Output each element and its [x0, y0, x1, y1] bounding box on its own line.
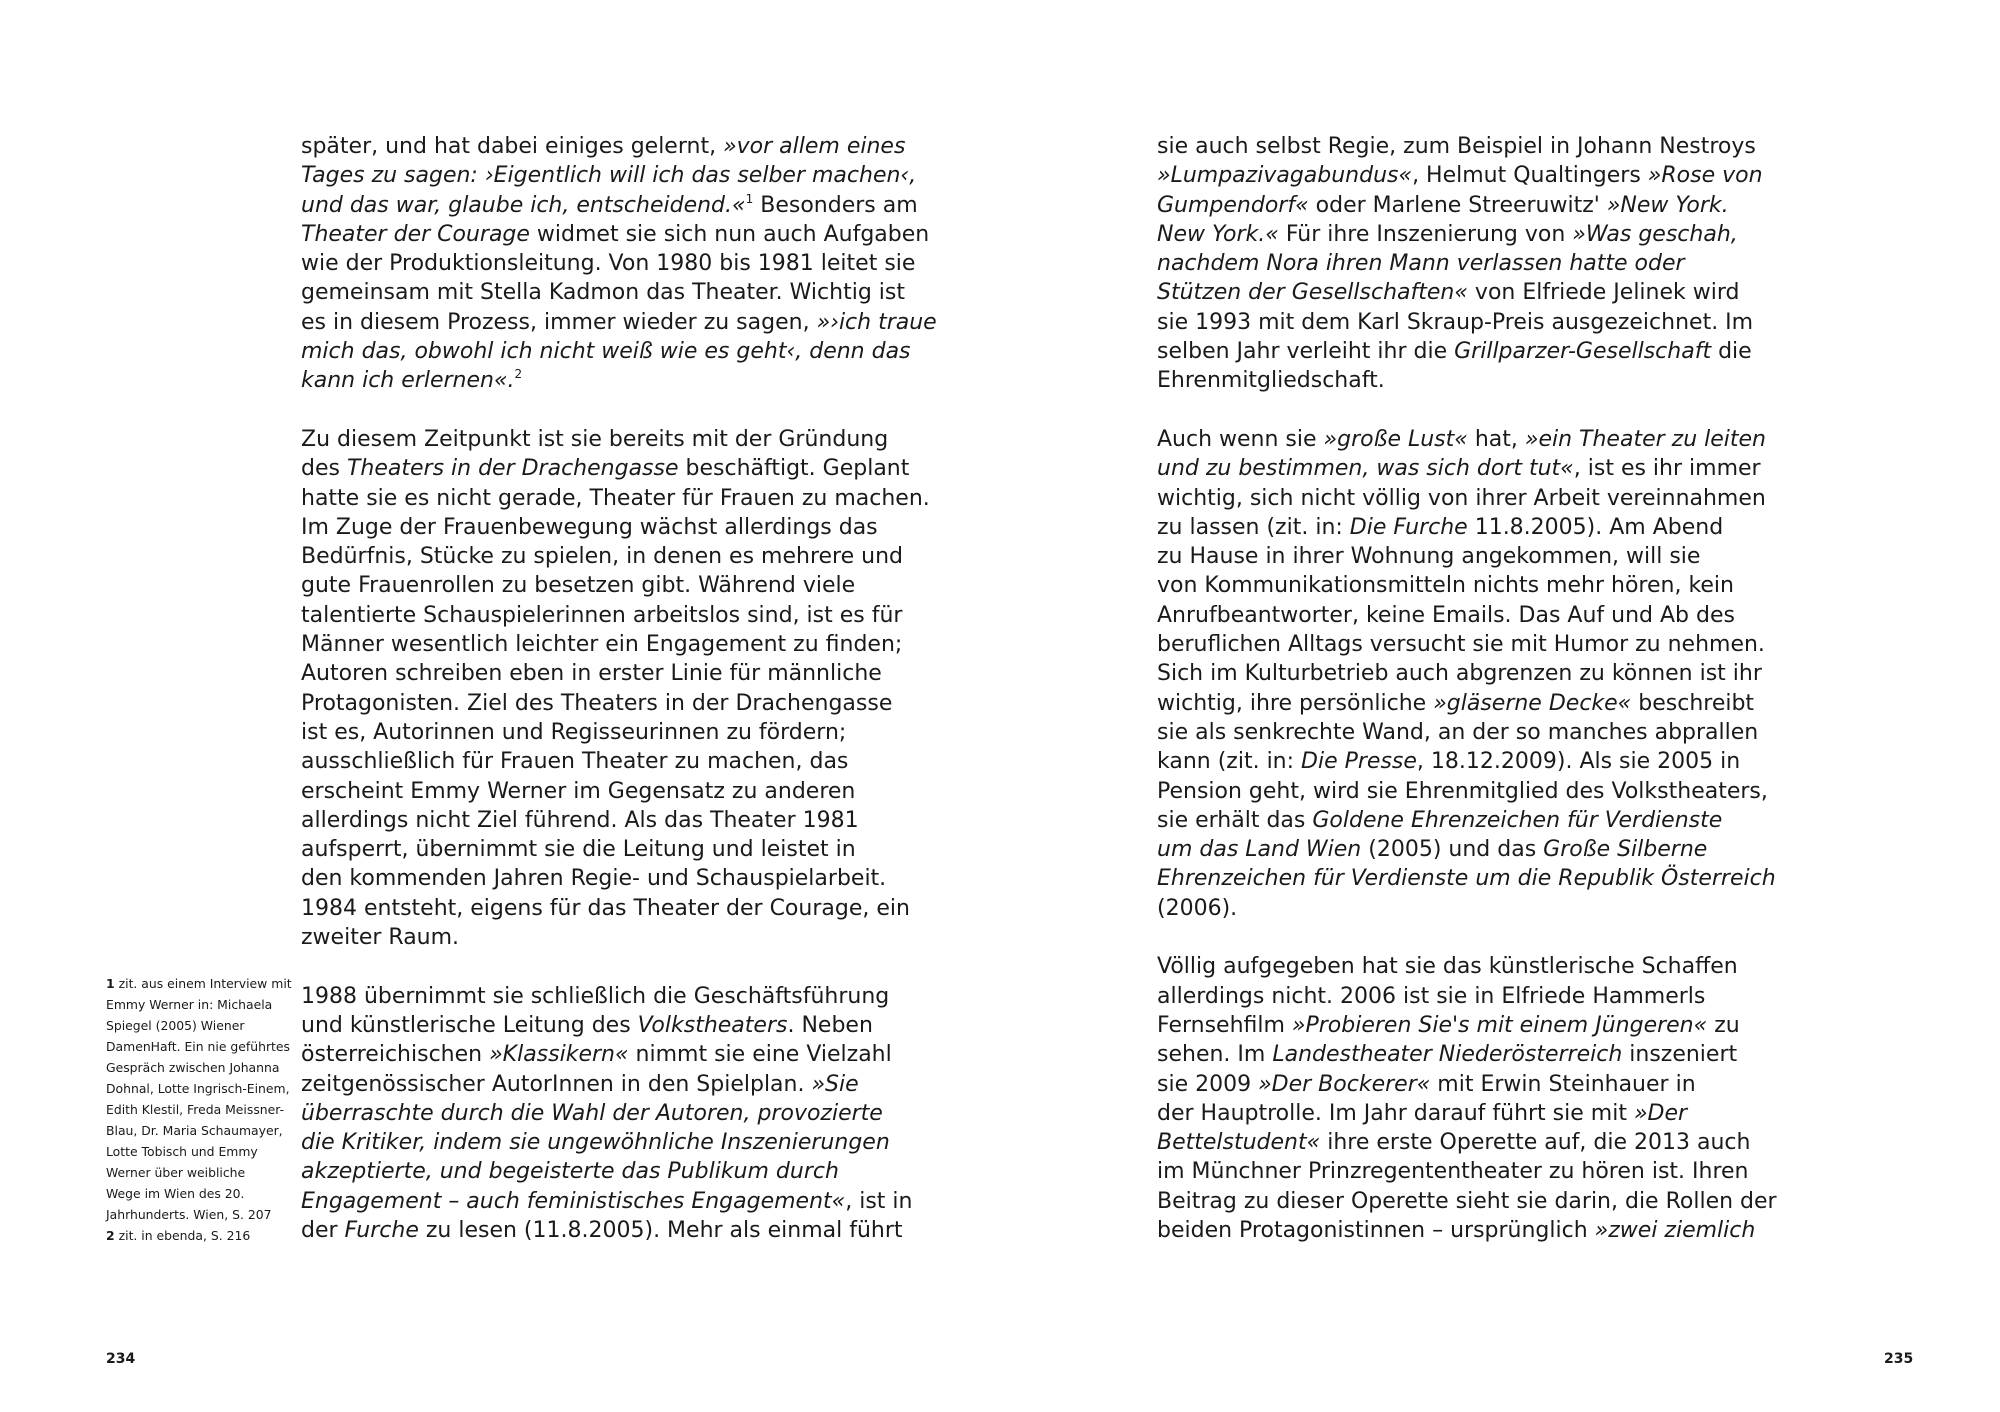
text-segment: zu [1707, 1012, 1740, 1038]
text-segment: Bedürfnis, Stücke zu spielen, in denen es mehrere und [301, 544, 903, 570]
text-line [301, 366, 881, 395]
text-line [1157, 571, 1737, 600]
footnote-line [106, 1099, 291, 1120]
text-segment: hatte sie es nicht gerade, Theater für Frauen zu machen. [301, 485, 930, 511]
italic-text: »Rose von [1647, 163, 1763, 189]
text-segment: die [1711, 339, 1752, 365]
italic-text: Die Presse [1301, 749, 1417, 775]
text-line [1157, 806, 1737, 835]
text-segment: 11.8.2005). Am Abend [1467, 514, 1724, 540]
text-segment: Sich im Kulturbetrieb auch abgrenzen zu können ist ihr [1157, 661, 1762, 687]
italic-text: Goldene Ehrenzeichen für Verdienste [1312, 807, 1723, 833]
text-line [301, 278, 905, 307]
text-segment: Männer wesentlich leichter ein Engagement zu finden; [301, 632, 903, 658]
italic-text: um das Land Wien [1157, 837, 1362, 863]
text-segment: erscheint Emmy Werner im Gegensatz zu anderen [301, 778, 856, 804]
page-number-left: 234 [106, 1351, 136, 1367]
footnote-line [106, 1057, 291, 1078]
text-line [301, 161, 917, 190]
text-segment: wie der Produktionsleitung. Von 1980 bis 1981 leitet sie [301, 251, 916, 277]
text-segment: Dohnal, Lotte Ingrisch-Einem, [106, 1081, 290, 1096]
text-line [1157, 1040, 1737, 1069]
text-segment: selben Jahr verleiht ihr die [1157, 339, 1455, 365]
text-segment: Emmy Werner in: Michaela [106, 997, 273, 1012]
text-segment: Spiegel (2005) Wiener [106, 1018, 245, 1033]
italic-text: Theaters in der Drachengasse [346, 456, 679, 482]
text-line [301, 1128, 890, 1157]
text-line [301, 513, 881, 542]
text-segment: österreichischen [301, 1042, 490, 1068]
italic-text: Theater der Courage [301, 221, 530, 247]
text-segment: wichtig, ihre persönliche [1157, 690, 1434, 716]
text-line [301, 425, 889, 454]
text-segment: DamenHaft. Ein nie geführtes [106, 1039, 290, 1054]
text-segment: Gespräch zwischen Johanna [106, 1060, 280, 1075]
text-segment: von Elfriede Jelinek wird [1467, 280, 1740, 306]
text-segment: zit. in ebenda, S. 216 [118, 1228, 251, 1243]
footnote-line [106, 1141, 291, 1162]
text-line [1157, 1099, 1737, 1128]
footnote-line [106, 1225, 291, 1246]
text-segment: kann (zit. in: [1157, 749, 1302, 775]
text-segment: Zu diesem Zeitpunkt ist sie bereits mit der Gründung [301, 426, 889, 452]
text-line [1157, 982, 1737, 1011]
text-line [1157, 1011, 1740, 1040]
italic-text: Tages zu sagen: ›Eigentlich will ich das selber machen‹, [301, 163, 917, 189]
text-segment: Auch wenn sie [1157, 426, 1324, 452]
text-segment: gute Frauenrollen zu besetzen gibt. Während viele [301, 573, 856, 599]
italic-text: überraschte durch die Wahl der Autoren, provozierte [301, 1100, 883, 1126]
text-line [301, 982, 890, 1011]
text-segment: Pension geht, wird sie Ehrenmitglied des Volkstheaters, [1157, 778, 1768, 804]
text-line [301, 220, 930, 249]
text-line [301, 1011, 881, 1040]
text-segment: Ehrenmitgliedschaft. [1157, 368, 1385, 394]
text-segment: , Helmut Qualtingers [1412, 163, 1648, 189]
italic-text: Grillparzer-Gesellschaft [1454, 339, 1712, 365]
text-line [1157, 777, 1768, 806]
footnote-line [106, 1015, 291, 1036]
text-line [301, 571, 881, 600]
text-segment: widmet sie sich nun auch Aufgaben [529, 221, 930, 247]
italic-text: Furche [344, 1217, 419, 1243]
text-line [1157, 689, 1755, 718]
italic-text: New York.« [1157, 221, 1279, 247]
text-segment: sie auch selbst Regie, zum Beispiel in Johann Nestroys [1157, 134, 1756, 159]
italic-text: und zu bestimmen, was sich dort tut« [1157, 456, 1574, 482]
text-line [1157, 1216, 1756, 1245]
text-segment: ihre erste Operette auf, die 2013 auch [1320, 1130, 1751, 1156]
paragraph [301, 132, 937, 396]
italic-text: Ehrenzeichen für Verdienste um die Republik Österreich [1157, 866, 1776, 892]
text-segment: von Kommunikationsmitteln nichts mehr hören, kein [1157, 573, 1734, 599]
italic-text: Bettelstudent« [1157, 1130, 1321, 1156]
text-segment: nimmt sie eine Vielzahl [628, 1042, 892, 1068]
text-segment: sie 1993 mit dem Karl Skraup-Preis ausgezeichnet. Im [1157, 309, 1754, 335]
paragraph [301, 425, 930, 952]
text-segment: allerdings nicht. 2006 ist sie in Elfriede Hammerls [1157, 983, 1706, 1009]
italic-text: Landestheater Niederösterreich [1272, 1042, 1623, 1068]
text-line [1157, 132, 1756, 161]
text-line [1157, 513, 1737, 542]
italic-text: »ein Theater zu leiten [1524, 426, 1766, 452]
text-line [301, 923, 881, 952]
italic-text: »Probieren Sie's mit einem Jüngeren« [1291, 1012, 1708, 1038]
italic-text: »Der [1633, 1100, 1688, 1126]
text-line [301, 1099, 881, 1128]
text-line [1157, 161, 1763, 190]
footnote-reference: 1 [745, 191, 754, 206]
footnote-line [106, 973, 291, 994]
text-segment: sie als senkrechte Wand, an der so manches abprallen [1157, 719, 1759, 745]
text-line [301, 718, 881, 747]
text-line [301, 337, 911, 366]
text-line [301, 484, 930, 513]
text-segment: oder Marlene Streeruwitz' [1308, 192, 1607, 218]
text-line [301, 659, 881, 688]
text-line [301, 249, 916, 278]
text-segment: , 18.12.2009). Als sie 2005 in [1416, 749, 1741, 775]
text-line [1157, 454, 1761, 483]
text-segment: sie 2009 [1157, 1071, 1259, 1097]
text-line [1157, 1157, 1749, 1186]
text-segment: im Münchner Prinzregententheater zu hören ist. Ihren [1157, 1159, 1749, 1185]
text-line [1157, 308, 1754, 337]
italic-text: »zwei ziemlich [1594, 1217, 1756, 1243]
text-segment: zweiter Raum. [301, 925, 460, 951]
footnote-number: 2 [106, 1228, 115, 1243]
text-line [301, 1040, 892, 1069]
text-line [301, 1216, 903, 1245]
text-line [301, 747, 881, 776]
italic-text: akzeptierte, und begeisterte das Publikum durch [301, 1159, 839, 1185]
text-line [301, 1070, 881, 1099]
text-segment: , ist in [845, 1188, 913, 1214]
text-line [1157, 601, 1737, 630]
text-segment: zu lesen (11.8.2005). Mehr als einmal führt [418, 1217, 903, 1243]
text-line [301, 132, 906, 161]
text-segment: wichtig, sich nicht völlig von ihrer Arbeit vereinnahmen [1157, 485, 1766, 511]
text-line [301, 454, 910, 483]
text-line [1157, 718, 1759, 747]
text-segment: Besonders am [753, 192, 918, 218]
text-segment: sehen. Im [1157, 1042, 1273, 1068]
left-page-body-text [301, 132, 937, 1275]
text-segment: talentierte Schauspielerinnen arbeitslos sind, ist es für [301, 602, 903, 628]
text-line [301, 689, 893, 718]
text-line [301, 601, 903, 630]
text-segment: Im Zuge der Frauenbewegung wächst allerdings das [301, 514, 878, 540]
text-segment: des [301, 456, 347, 482]
paragraph [1157, 425, 1776, 923]
text-segment: der [301, 1217, 345, 1243]
text-segment: Protagonisten. Ziel des Theaters in der Drachengasse [301, 690, 893, 716]
text-segment: später, und hat dabei einiges gelernt, [301, 134, 724, 159]
text-segment: inszeniert [1622, 1042, 1738, 1068]
text-segment: es in diesem Prozess, immer wieder zu sagen, [301, 309, 817, 335]
text-line [301, 894, 910, 923]
text-segment: Jahrhunderts. Wien, S. 207 [106, 1207, 272, 1222]
italic-text: die Kritiker, indem sie ungewöhnliche Inszenierungen [301, 1130, 890, 1156]
italic-text: »Lumpazivagabundus« [1157, 163, 1413, 189]
text-line [1157, 864, 1776, 893]
page-number-right: 235 [1884, 1351, 1914, 1367]
italic-text: Volkstheaters [637, 1012, 788, 1038]
text-segment: beschreibt [1631, 690, 1755, 716]
text-segment: zu Hause in ihrer Wohnung angekommen, will sie [1157, 544, 1701, 570]
text-segment: ist es, Autorinnen und Regisseurinnen zu fördern; [301, 719, 847, 745]
text-segment: (2005) und das [1361, 837, 1544, 863]
italic-text: Gumpendorf« [1157, 192, 1309, 218]
italic-text: »New York. [1606, 192, 1729, 218]
text-line [1157, 249, 1737, 278]
text-line [1157, 278, 1740, 307]
footnote-line [106, 1204, 291, 1225]
text-segment: allerdings nicht Ziel führend. Als das Theater 1981 [301, 807, 859, 833]
text-segment: Für ihre Inszenierung von [1278, 221, 1573, 247]
text-segment: Völlig aufgegeben hat sie das künstlerische Schaffen [1157, 954, 1738, 980]
italic-text: mich das, obwohl ich nicht weiß wie es geht‹, denn das [301, 339, 911, 365]
left-page-footnotes [106, 973, 291, 1246]
text-segment: Fernsehfilm [1157, 1012, 1292, 1038]
text-line [1157, 191, 1737, 220]
text-segment: der Hauptrolle. Im Jahr darauf führt sie mit [1157, 1100, 1634, 1126]
text-segment: Werner über weibliche [106, 1165, 246, 1180]
footnote-reference: 2 [514, 367, 523, 382]
italic-text: »Sie [811, 1071, 859, 1097]
italic-text: kann ich erlernen«. [301, 368, 515, 394]
text-segment: beiden Protagonistinnen – ursprünglich [1157, 1217, 1595, 1243]
text-segment: ausschließlich für Frauen Theater zu machen, das [301, 749, 849, 775]
paragraph [301, 982, 913, 1246]
text-segment: aufsperrt, übernimmt sie die Leitung und leistet in [301, 837, 856, 863]
text-line [1157, 366, 1737, 395]
text-line [301, 1187, 913, 1216]
text-segment: Lotte Tobisch und Emmy [106, 1144, 258, 1159]
italic-text: »Klassikern« [489, 1042, 629, 1068]
text-line [1157, 337, 1752, 366]
text-segment: mit Erwin Steinhauer in [1430, 1071, 1696, 1097]
text-segment: den kommenden Jahren Regie- und Schauspielarbeit. [301, 866, 887, 892]
text-segment: Blau, Dr. Maria Schaumayer, [106, 1123, 283, 1138]
text-line [1157, 630, 1765, 659]
text-line [301, 308, 937, 337]
text-line [301, 630, 903, 659]
text-line [1157, 542, 1737, 571]
text-line [1157, 484, 1766, 513]
text-segment: Wege im Wien des 20. [106, 1186, 245, 1201]
paragraph [1157, 952, 1777, 1245]
text-segment: . Neben [787, 1012, 873, 1038]
footnote-line [106, 1120, 291, 1141]
text-segment: gemeinsam mit Stella Kadmon das Theater. Wichtig ist [301, 280, 905, 306]
italic-text: »große Lust« [1323, 426, 1468, 452]
text-line [1157, 1187, 1777, 1216]
text-segment: zit. aus einem Interview mit [118, 976, 292, 991]
text-line [1157, 425, 1766, 454]
text-segment: 1988 übernimmt sie schließlich die Geschäftsführung [301, 983, 890, 1009]
text-line [1157, 659, 1762, 688]
text-segment: 1984 entsteht, eigens für das Theater der Courage, ein [301, 895, 910, 921]
italic-text: »vor allem eines [723, 134, 906, 159]
italic-text: Große Silberne [1543, 837, 1708, 863]
text-segment: zu lassen (zit. in: [1157, 514, 1350, 540]
footnote-line [106, 1078, 291, 1099]
text-line [1157, 1070, 1737, 1099]
italic-text: »Der Bockerer« [1258, 1071, 1431, 1097]
text-segment: beschäftigt. Geplant [678, 456, 910, 482]
text-line [301, 777, 881, 806]
text-line [1157, 894, 1737, 923]
right-page-body-text [1157, 132, 1777, 1275]
italic-text: Die Furche [1349, 514, 1468, 540]
text-segment: hat, [1467, 426, 1525, 452]
footnote-number: 1 [106, 976, 115, 991]
text-line [1157, 835, 1737, 864]
footnote-line [106, 1162, 291, 1183]
text-segment: zeitgenössischer AutorInnen in den Spielplan. [301, 1071, 812, 1097]
text-line [301, 191, 918, 220]
italic-text: »Was geschah, [1572, 221, 1738, 247]
text-segment: (2006). [1157, 895, 1238, 921]
italic-text: und das war, glaube ich, entscheidend.« [301, 192, 746, 218]
text-segment: Anrufbeantworter, keine Emails. Das Auf und Ab des [1157, 602, 1735, 628]
text-segment: sie erhält das [1157, 807, 1313, 833]
text-segment: Edith Klestil, Freda Meissner- [106, 1102, 285, 1117]
italic-text: »›ich traue [816, 309, 937, 335]
text-segment: , ist es ihr immer [1573, 456, 1761, 482]
text-segment: Autoren schreiben eben in erster Linie für männliche [301, 661, 882, 687]
text-line [301, 542, 903, 571]
footnote-line [106, 1183, 291, 1204]
text-line [301, 835, 881, 864]
text-line [1157, 952, 1737, 981]
footnote-line [106, 1036, 291, 1057]
text-line [1157, 220, 1737, 249]
italic-text: Engagement – auch feministisches Engagement« [301, 1188, 846, 1214]
text-line [301, 864, 887, 893]
italic-text: »gläserne Decke« [1433, 690, 1632, 716]
text-segment: Beitrag zu dieser Operette sieht sie darin, die Rollen der [1157, 1188, 1777, 1214]
italic-text: nachdem Nora ihren Mann verlassen hatte oder [1157, 251, 1685, 277]
text-segment: beruflichen Alltags versucht sie mit Humor zu nehmen. [1157, 632, 1765, 658]
text-line [301, 806, 881, 835]
footnote-line [106, 994, 291, 1015]
text-line [1157, 1128, 1751, 1157]
italic-text: Stützen der Gesellschaften« [1157, 280, 1468, 306]
paragraph [1157, 132, 1763, 396]
text-line [301, 1157, 881, 1186]
text-segment: und künstlerische Leitung des [301, 1012, 638, 1038]
text-line [1157, 747, 1741, 776]
